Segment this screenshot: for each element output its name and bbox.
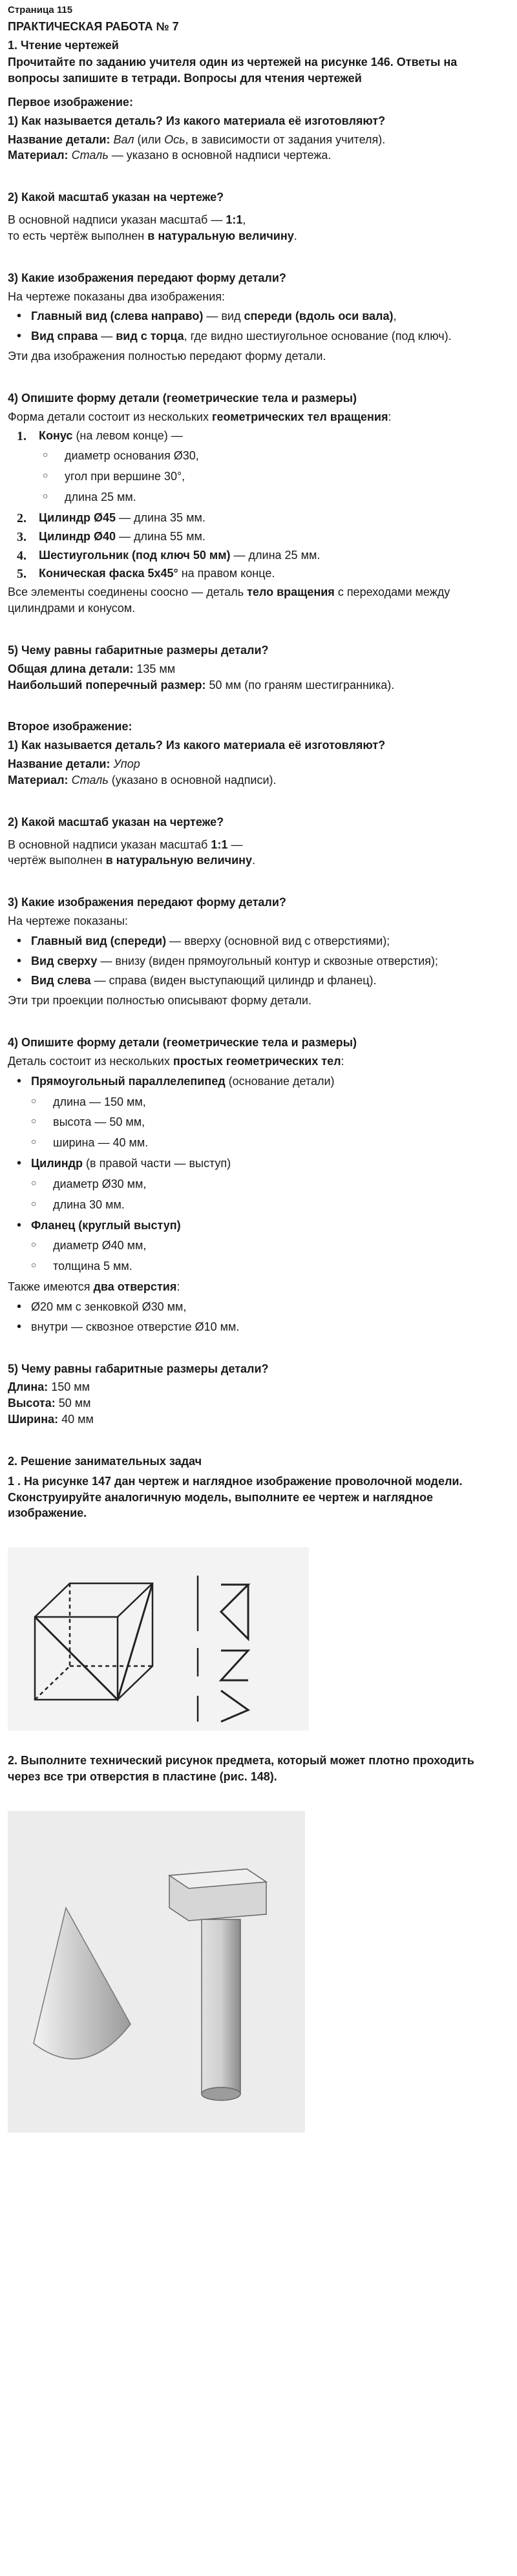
plug-object-drawing [8, 1811, 305, 2133]
list-item: ○ длина — 150 мм, [53, 1094, 509, 1110]
list-item: • Цилиндр (в правой части — выступ) ○ диаметр Ø30 мм, ○ длина 30 мм. [31, 1156, 509, 1212]
second-holes-list [8, 1299, 509, 1335]
list-item: ○ высота — 50 мм, [53, 1114, 509, 1130]
list-item: • Прямоугольный параллелепипед (основание детали) ○ длина — 150 мм, ○ высота — 50 мм, ○ ширина — 40 мм. [31, 1073, 509, 1151]
work-title: ПРАКТИЧЕСКАЯ РАБОТА № 7 [8, 19, 179, 33]
second-length: Длина: 150 мм [8, 1380, 90, 1394]
second-holes-intro: Также имеются два отверстия: [8, 1280, 180, 1294]
first-total-length: Общая длина детали: 135 мм [8, 662, 176, 675]
list-item: 2. Цилиндр Ø45 — длина 35 мм. [17, 511, 206, 525]
first-views-intro: На чертеже показаны два изображения: [8, 290, 226, 303]
list-item: • Ø20 мм с зенковкой Ø30 мм, [31, 1299, 509, 1315]
second-q3: 3) Какие изображения передают форму детали? [8, 896, 286, 909]
first-q3: 3) Какие изображения передают форму детали? [8, 271, 286, 284]
figure-148 [8, 1811, 305, 2133]
second-views-intro: На чертеже показаны: [8, 914, 128, 927]
t-stem [202, 1919, 240, 2094]
first-views-outro: Эти два изображения полностью передают форму детали. [8, 350, 326, 363]
list-item: ○ диаметр Ø40 мм, [53, 1238, 509, 1254]
list-item: • Вид слева — справа (виден выступающий цилиндр и фланец). [31, 973, 509, 989]
task-1-text: 1 . На рисунке 147 дан чертеж и наглядное изображение проволочной модели. Сконструируйте аналогичную модель, выполните ее чертеж и наглядное изображение. [8, 1474, 463, 1520]
list-item: ○ диаметр основания Ø30, [65, 448, 509, 464]
list-item: 4. Шестиугольник (под ключ 50 мм) — длина 25 мм. [17, 548, 321, 563]
list-item: ○ угол при вершине 30°, [65, 469, 509, 485]
first-cross-size: Наибольший поперечный размер: 50 мм (по граням шестигранника). [8, 678, 395, 692]
task-intro: Прочитайте по заданию учителя один из чертежей на рисунке 146. Ответы на вопросы запишите в тетради. Вопросы для чтения чертежей [8, 56, 458, 85]
list-item: • внутри — сквозное отверстие Ø10 мм. [31, 1319, 509, 1335]
list-item: ○ толщина 5 мм. [53, 1258, 509, 1274]
list-item: 1. Конус (на левом конце) — ○ диаметр основания Ø30, ○ угол при вершине 30°, ○ длина 25 мм. [39, 428, 509, 505]
second-image-heading: Второе изображение: [8, 720, 132, 734]
first-material-line: Материал: Сталь — указано в основной надписи чертежа. [8, 149, 332, 162]
first-image-heading: Первое изображение: [8, 96, 133, 109]
list-item: • Вид справа — вид с торца, где видно шестиугольное основание (под ключ). [31, 328, 509, 344]
wedge-shape [34, 1908, 131, 2059]
second-width: Ширина: 40 мм [8, 1413, 94, 1426]
second-material-line: Материал: Сталь (указано в основной надписи). [8, 773, 277, 787]
first-shape-outro: Все элементы соединены соосно — деталь тело вращения с переходами между цилиндрами и конусом. [8, 586, 450, 615]
first-q2: 2) Какой масштаб указан на чертеже? [8, 191, 224, 204]
page-label: Страница 115 [8, 5, 73, 16]
list-item: 5. Коническая фаска 5x45° на правом конце. [17, 567, 275, 582]
first-q5: 5) Чему равны габаритные размеры детали? [8, 643, 269, 657]
first-shape-list [8, 428, 509, 582]
second-scale-line-1: В основной надписи указан масштаб 1:1 — [8, 838, 243, 851]
wire-projection-front [221, 1651, 248, 1680]
list-item: 3. Цилиндр Ø40 — длина 55 мм. [17, 529, 206, 544]
first-q1: 1) Как называется деталь? Из какого материала её изготовляют? [8, 114, 386, 127]
second-views-list [8, 933, 509, 989]
task-2-text: 2. Выполните технический рисунок предмета, который может плотно проходить через все три отверстия в пластине (рис. 148). [8, 1754, 474, 1783]
second-scale-line-2: чертёж выполнен в натуральную величину. [8, 854, 256, 867]
second-q5: 5) Чему равны габаритные размеры детали? [8, 1362, 269, 1375]
list-item: ○ длина 25 мм. [65, 489, 509, 505]
t-stem-base [202, 2087, 240, 2100]
first-scale-line-1: В основной надписи указан масштаб — 1:1, [8, 213, 246, 227]
wire-projection-side [221, 1691, 248, 1722]
figure-147 [8, 1547, 309, 1731]
first-views-list [8, 308, 509, 344]
second-q4: 4) Опишите форму детали (геометрические тела и размеры) [8, 1036, 357, 1050]
list-item: ○ диаметр Ø30 мм, [53, 1176, 509, 1192]
list-item: • Главный вид (спереди) — вверху (основной вид с отверстиями); [31, 933, 509, 949]
first-shape-intro: Форма детали состоит из нескольких геометрических тел вращения: [8, 410, 392, 423]
wire-projection-top [221, 1585, 248, 1639]
second-name-line: Название детали: Упор [8, 757, 140, 771]
list-item: • Фланец (круглый выступ) ○ диаметр Ø40 мм, ○ толщина 5 мм. [31, 1218, 509, 1274]
first-q4: 4) Опишите форму детали (геометрические тела и размеры) [8, 391, 357, 405]
list-item: ○ длина 30 мм. [53, 1197, 509, 1213]
list-item: ○ ширина — 40 мм. [53, 1135, 509, 1151]
second-q2: 2) Какой масштаб указан на чертеже? [8, 815, 224, 829]
second-shape-intro: Деталь состоит из нескольких простых геометрических тел: [8, 1054, 344, 1068]
list-item: • Вид сверху — внизу (виден прямоугольный контур и сквозные отверстия); [31, 953, 509, 969]
second-views-outro: Эти три проекции полностью описывают форму детали. [8, 994, 311, 1008]
list-item: • Главный вид (слева направо) — вид спереди (вдоль оси вала), [31, 308, 509, 324]
first-name-line: Название детали: Вал (или Ось, в зависимости от задания учителя). [8, 132, 386, 146]
wire-model-drawing [8, 1547, 309, 1731]
section-2-heading: 2. Решение занимательных задач [8, 1454, 202, 1468]
cube-hidden-edge [35, 1666, 70, 1700]
second-shape-list [8, 1073, 509, 1274]
first-scale-line-2: то есть чертёж выполнен в натуральную величину. [8, 229, 297, 242]
second-height: Высота: 50 мм [8, 1397, 91, 1410]
section-1-heading: 1. Чтение чертежей [8, 38, 119, 52]
second-q1: 1) Как называется деталь? Из какого материала её изготовляют? [8, 739, 386, 752]
